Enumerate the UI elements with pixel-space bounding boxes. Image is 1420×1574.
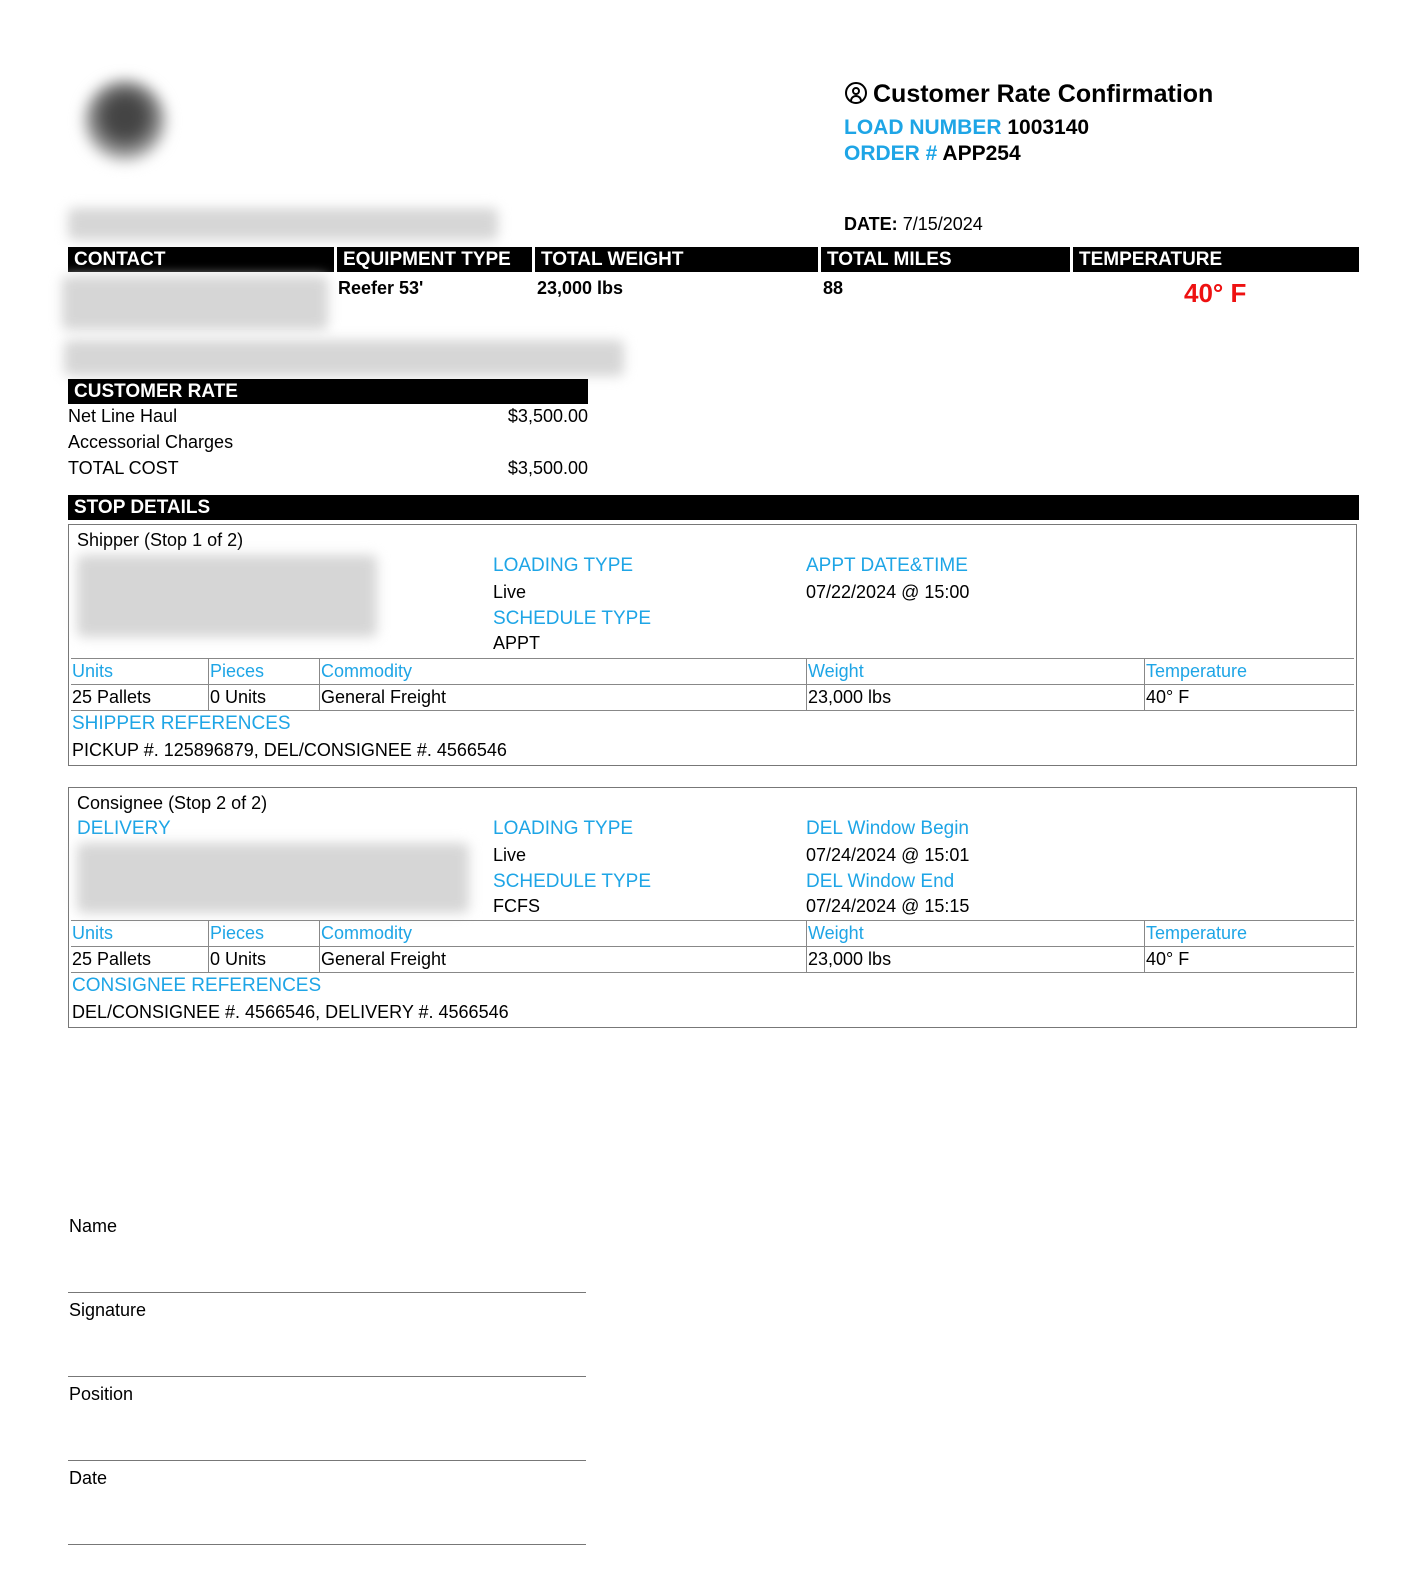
weight-header: Weight	[806, 921, 864, 946]
del-window-end-label: DEL Window End	[806, 871, 955, 892]
load-number-line	[844, 116, 1089, 140]
total-miles-value: 88	[823, 278, 844, 298]
user-circle-icon	[845, 82, 867, 104]
total-weight-value: 23,000 lbs	[537, 278, 624, 298]
weight-header: Weight	[806, 659, 864, 684]
order-number-value: APP254	[942, 142, 1021, 165]
freight-grid-row	[71, 684, 1354, 711]
total-cost-amount: $3,500.00	[507, 458, 588, 478]
document-title	[845, 80, 1213, 109]
pieces-cell: 0 Units	[208, 947, 266, 972]
total-miles-header: TOTAL MILES	[821, 247, 1070, 272]
commodity-cell: General Freight	[319, 685, 446, 710]
weight-cell: 23,000 lbs	[806, 685, 891, 710]
net-line-haul-row	[68, 403, 588, 429]
signature-label: Signature	[69, 1300, 147, 1320]
load-number-value: 1003140	[1007, 116, 1090, 139]
name-label: Name	[69, 1216, 118, 1236]
commodity-header: Commodity	[319, 659, 412, 684]
temperature-col-header: Temperature	[1144, 659, 1247, 684]
consignee-address-redacted	[77, 843, 469, 913]
delivery-label: DELIVERY	[77, 818, 171, 839]
stop-title: Shipper (Stop 1 of 2)	[77, 530, 244, 550]
route-info-redacted	[64, 340, 624, 376]
pieces-cell: 0 Units	[208, 685, 266, 710]
shipper-references-value: PICKUP #. 125896879, DEL/CONSIGNEE #. 4566546	[72, 740, 507, 760]
document-title-text: Customer Rate Confirmation	[873, 80, 1214, 108]
total-cost-row	[68, 455, 588, 481]
commodity-cell: General Freight	[319, 947, 446, 972]
shipper-address-redacted	[77, 555, 377, 637]
order-number-line	[844, 142, 1021, 166]
net-line-haul-amount: $3,500.00	[507, 406, 588, 426]
appt-datetime-label: APPT DATE&TIME	[806, 555, 968, 576]
pieces-header: Pieces	[208, 659, 264, 684]
loading-type-value: Live	[493, 582, 527, 602]
del-window-begin-label: DEL Window Begin	[806, 818, 969, 839]
temperature-header: TEMPERATURE	[1073, 247, 1359, 272]
del-window-begin-value: 07/24/2024 @ 15:01	[806, 845, 970, 865]
freight-grid-header	[71, 920, 1354, 946]
stop-card-shipper	[68, 524, 1357, 766]
stop-title: Consignee (Stop 2 of 2)	[77, 793, 268, 813]
position-line[interactable]	[68, 1460, 586, 1461]
schedule-type-value: FCFS	[493, 896, 540, 916]
units-header: Units	[72, 923, 114, 943]
schedule-type-value: APPT	[493, 633, 541, 653]
signature-line[interactable]	[68, 1376, 586, 1377]
accessorial-row	[68, 429, 588, 455]
date-sign-label: Date	[69, 1468, 108, 1488]
total-cost-label: TOTAL COST	[68, 458, 179, 478]
accessorial-label: Accessorial Charges	[68, 432, 234, 452]
stop-details-header: STOP DETAILS	[68, 495, 1359, 520]
date-sign-line[interactable]	[68, 1544, 586, 1545]
stop-card-consignee	[68, 787, 1357, 1028]
company-logo	[84, 80, 166, 162]
appt-datetime-value: 07/22/2024 @ 15:00	[806, 582, 970, 602]
schedule-type-label: SCHEDULE TYPE	[493, 871, 652, 892]
contact-redacted	[62, 276, 328, 330]
order-number-label: ORDER #	[844, 142, 938, 165]
customer-rate-header: CUSTOMER RATE	[68, 379, 588, 404]
freight-grid-row	[71, 946, 1354, 973]
position-label: Position	[69, 1384, 134, 1404]
shipper-references-label: SHIPPER REFERENCES	[72, 713, 291, 734]
temperature-cell: 40° F	[1144, 685, 1189, 710]
loading-type-label: LOADING TYPE	[493, 818, 634, 839]
total-weight-header: TOTAL WEIGHT	[535, 247, 818, 272]
load-number-label: LOAD NUMBER	[844, 116, 1002, 139]
summary-header-bar	[68, 247, 1359, 272]
name-line[interactable]	[68, 1292, 586, 1293]
equipment-type-header: EQUIPMENT TYPE	[337, 247, 532, 272]
date-line	[844, 214, 983, 235]
equipment-type-value: Reefer 53'	[338, 278, 424, 298]
temperature-value: 40° F	[1184, 278, 1247, 308]
freight-grid-header	[71, 658, 1354, 684]
consignee-references-value: DEL/CONSIGNEE #. 4566546, DELIVERY #. 4566546	[72, 1002, 509, 1022]
consignee-references-label: CONSIGNEE REFERENCES	[72, 975, 322, 996]
del-window-end-value: 07/24/2024 @ 15:15	[806, 896, 970, 916]
pieces-header: Pieces	[208, 921, 264, 946]
commodity-header: Commodity	[319, 921, 412, 946]
loading-type-label: LOADING TYPE	[493, 555, 634, 576]
date-value: 7/15/2024	[902, 214, 983, 234]
units-cell: 25 Pallets	[72, 687, 152, 707]
loading-type-value: Live	[493, 845, 527, 865]
temperature-col-header: Temperature	[1144, 921, 1247, 946]
temperature-cell: 40° F	[1144, 947, 1189, 972]
company-name-redacted	[68, 208, 498, 240]
units-cell: 25 Pallets	[72, 949, 152, 969]
units-header: Units	[72, 661, 114, 681]
contact-header: CONTACT	[68, 247, 334, 272]
schedule-type-label: SCHEDULE TYPE	[493, 608, 652, 629]
net-line-haul-label: Net Line Haul	[68, 406, 178, 426]
date-label: DATE:	[844, 214, 898, 234]
weight-cell: 23,000 lbs	[806, 947, 891, 972]
